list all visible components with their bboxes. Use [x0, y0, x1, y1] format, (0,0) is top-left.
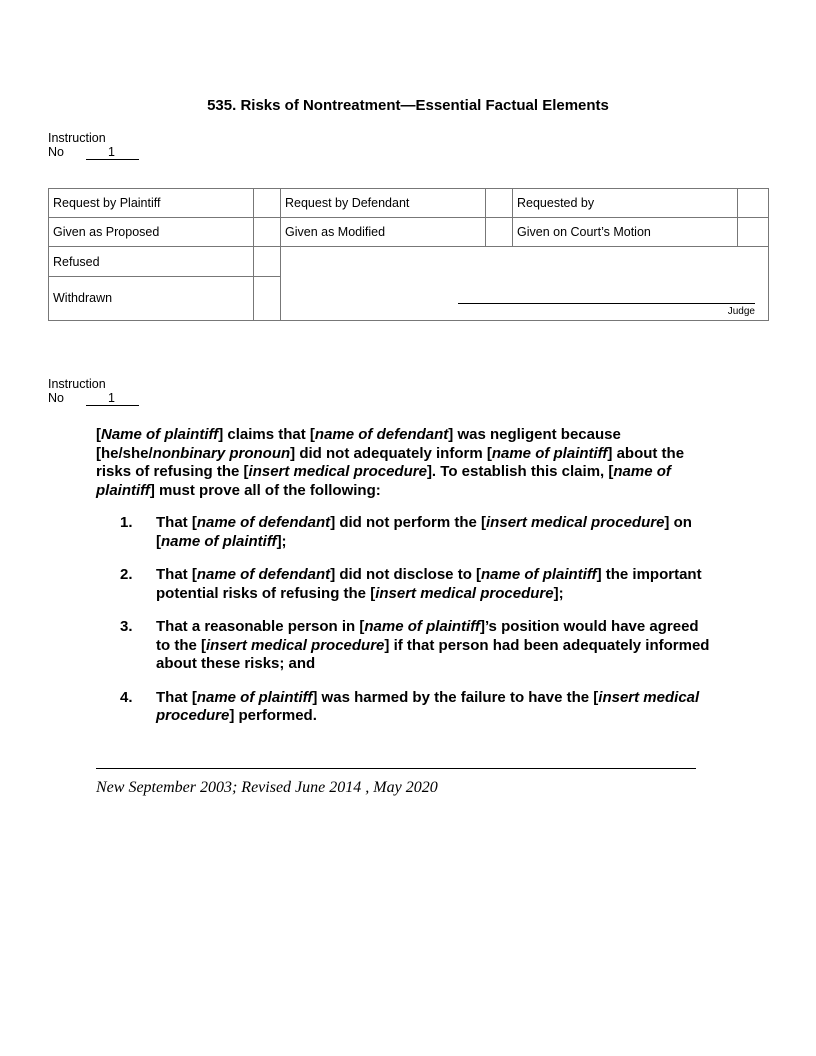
given-as-modified-box[interactable] [486, 218, 513, 247]
judge-signature-area[interactable] [281, 247, 769, 321]
instruction-number-block-bottom [48, 377, 139, 406]
instruction-label: Instruction [48, 131, 106, 145]
divider [96, 768, 696, 769]
refused-box[interactable] [254, 247, 281, 276]
element-item-4: 4. That [name of plaintiff] was harmed by the failure to have the [insert medical procedure] performed. [120, 688, 700, 724]
elements-list [120, 514, 710, 741]
judge-signature-line [458, 303, 755, 304]
element-item-2: 2. That [name of defendant] did not disclose to [name of plaintiff] the important potential risks of refusing the [insert medical procedure]; [120, 566, 702, 602]
revision-history: New September 2003; Revised June 2014 , May 2020 [96, 779, 438, 796]
given-as-proposed-box[interactable] [254, 218, 281, 247]
request-by-defendant-box[interactable] [486, 189, 513, 218]
element-item-1: 1. That [name of defendant] did not perform the [insert medical procedure] on [name of plaintiff]; [120, 514, 692, 550]
no-label: No [48, 145, 64, 159]
given-as-modified-label: Given as Modified [281, 218, 486, 247]
no-label: No [48, 391, 64, 405]
requested-by-label: Requested by [513, 189, 738, 218]
given-as-proposed-label: Given as Proposed [49, 218, 254, 247]
judge-label: Judge [727, 306, 755, 317]
instruction-number-field[interactable]: 1 [86, 145, 139, 160]
request-by-plaintiff-label: Request by Plaintiff [49, 189, 254, 218]
request-by-defendant-label: Request by Defendant [281, 189, 486, 218]
page-title: 535. Risks of Nontreatment—Essential Factual Elements [207, 97, 609, 114]
element-item-3: 3. That a reasonable person in [name of plaintiff]’s position would have agreed to the [insert medical procedure] if that person had been adequately informed about these risks; and [120, 618, 710, 672]
requested-by-box[interactable] [738, 189, 769, 218]
instruction-number-block-top [48, 131, 139, 160]
instruction-label: Instruction [48, 377, 106, 391]
withdrawn-box[interactable] [254, 276, 281, 320]
request-by-plaintiff-box[interactable] [254, 189, 281, 218]
given-on-courts-motion-label: Given on Court’s Motion [513, 218, 738, 247]
withdrawn-label: Withdrawn [49, 276, 254, 320]
given-on-courts-motion-box[interactable] [738, 218, 769, 247]
refused-label: Refused [49, 247, 254, 276]
instruction-intro: [Name of plaintiff] claims that [name of defendant] was negligent because [he/she/nonbinary pronoun] did not adequately inform [name of plaintiff] about the risks of refusing the [insert medical procedure]. To establish this claim, [name of plaintiff] must prove all of the following: [96, 426, 685, 499]
request-table [48, 188, 769, 321]
instruction-number-field[interactable]: 1 [86, 391, 139, 406]
